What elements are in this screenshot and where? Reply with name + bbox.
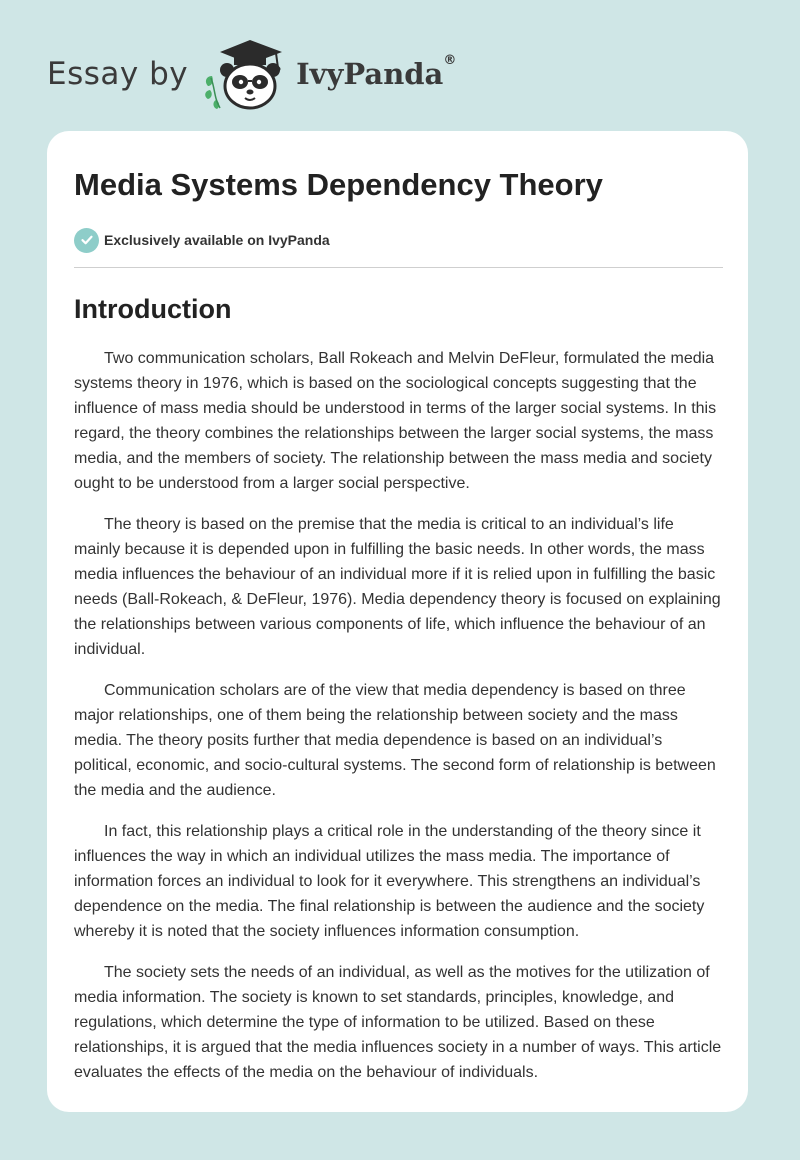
brand-name [296, 53, 457, 91]
panda-logo-icon [202, 36, 294, 112]
brand-name-text: IvyPanda [296, 57, 444, 91]
article-body [74, 346, 722, 1085]
check-icon [74, 228, 99, 253]
paragraph: In fact, this relationship plays a critical role in the understanding of the theory since it influences the way in which an individual utilizes the mass media. The importance of information forces an individual to look for it everywhere. This strengthens an individual’s dependence on the media. The final relationship is between the audience and the society whereby it is noted that the society influences information consumption. [74, 823, 705, 940]
brand-header[interactable] [47, 36, 456, 112]
paragraph: Two communication scholars, Ball Rokeach and Melvin DeFleur, formulated the media systems theory in 1976, which is based on the sociological concepts suggesting that the influence of mass media should be understood in terms of the larger social systems. In this regard, the theory combines the relationships between the larger social systems, the mass media, and the members of society. The relationship between the mass media and society ought to be understood from a larger social perspective. [74, 350, 717, 492]
section-heading: Introduction [74, 294, 232, 324]
paragraph: The society sets the needs of an individual, as well as the motives for the utilization of media information. The society is known to set standards, principles, knowledge, and regulations, which determine the type of information to be utilized. Based on these relationships, it is argued that the media influences society in a number of ways. This article evaluates the effects of the media on the behaviour of individuals. [74, 964, 722, 1081]
registered-mark: ® [443, 53, 457, 68]
divider [74, 267, 723, 268]
brand-prefix: Essay by [47, 56, 189, 92]
paragraph: The theory is based on the premise that the media is critical to an individual’s life mainly because it is depended upon in fulfilling the basic needs. In other words, the mass media influences the behaviour of an individual more if it is relied upon in fulfilling the basic needs (Ball-Rokeach, & DeFleur, 1976). Media dependency theory is focused on explaining the relationships between various components of life, which influence the behaviour of an individual. [74, 516, 721, 658]
page-title: Media Systems Dependency Theory [74, 167, 603, 202]
paragraph: Communication scholars are of the view that media dependency is based on three major relationships, one of them being the relationship between society and the mass media. The theory posits further that media dependence is based on an individual’s political, economic, and socio-cultural systems. The second form of relationship is between the media and the audience. [74, 682, 716, 799]
essay-card [47, 131, 748, 1112]
exclusive-badge [74, 227, 722, 253]
exclusive-badge-label: Exclusively available on IvyPanda [104, 232, 330, 248]
